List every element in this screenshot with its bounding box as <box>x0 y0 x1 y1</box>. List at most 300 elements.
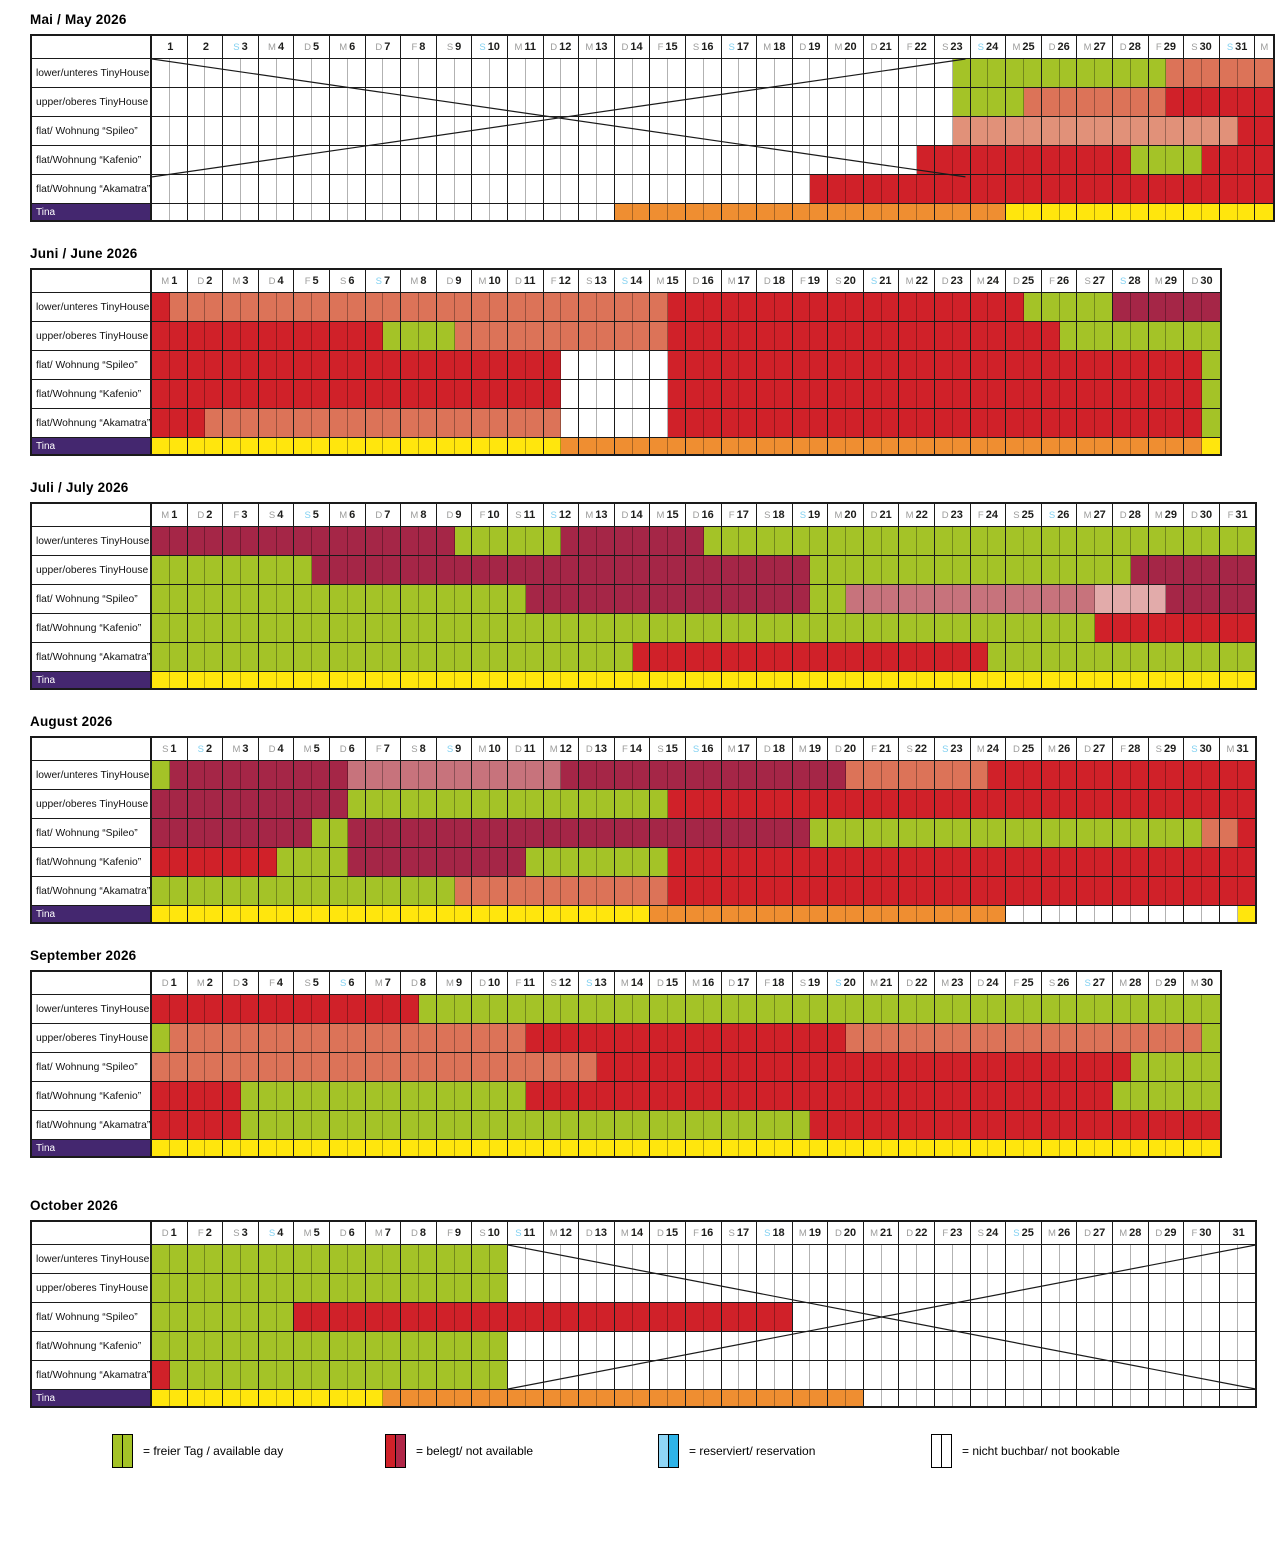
half-day-cell <box>152 761 170 789</box>
half-day-cell <box>1024 672 1042 688</box>
half-day-cell <box>1042 848 1060 876</box>
half-day-cell <box>455 1111 473 1139</box>
half-day-cell <box>277 527 295 555</box>
day-header-cell <box>864 972 900 994</box>
day-letter: D <box>375 509 383 521</box>
half-day-cell <box>615 146 633 174</box>
half-day-cell <box>1024 380 1042 408</box>
half-day-cell <box>1113 643 1131 671</box>
half-day-cell <box>1238 1303 1256 1331</box>
half-day-cell <box>882 1111 900 1139</box>
half-day-cell <box>597 614 615 642</box>
day-header-cell <box>437 738 473 760</box>
day-letter: S <box>870 275 878 287</box>
half-day-cell <box>846 204 864 220</box>
half-day-cell <box>1149 1332 1167 1360</box>
half-day-cell <box>739 438 757 454</box>
half-day-cell <box>1149 1053 1167 1081</box>
day-letter: S <box>1226 41 1234 53</box>
half-day-cell <box>544 1332 562 1360</box>
half-day-cell <box>953 1332 971 1360</box>
half-day-cell <box>1024 1053 1042 1081</box>
half-day-cell <box>615 672 633 688</box>
half-day-cell <box>917 906 935 922</box>
room-row <box>32 1024 1220 1053</box>
half-day-cell <box>757 643 775 671</box>
row-label: flat/ Wohnung “Spileo” <box>32 1053 152 1081</box>
half-day-cell <box>615 1024 633 1052</box>
day-number: 23 <box>950 41 963 53</box>
header-row <box>32 1222 1255 1245</box>
half-day-cell <box>1113 1390 1131 1406</box>
day-number: 19 <box>808 509 821 521</box>
half-day-cell <box>152 1140 170 1156</box>
half-day-cell <box>152 88 170 116</box>
half-day-cell <box>704 380 722 408</box>
half-day-cell <box>259 351 277 379</box>
half-day-cell <box>1006 1082 1024 1110</box>
day-number: 3 <box>242 743 249 755</box>
day-letter: F <box>799 275 806 287</box>
half-day-cell <box>348 1274 366 1302</box>
half-day-cell <box>633 1303 651 1331</box>
day-header-cell <box>1184 36 1220 58</box>
half-day-cell <box>561 204 579 220</box>
half-day-cell <box>1238 848 1256 876</box>
day-header-cell <box>615 1222 651 1244</box>
half-day-cell <box>1024 556 1042 584</box>
half-day-cell <box>722 1245 740 1273</box>
half-day-cell <box>579 146 597 174</box>
half-day-cell <box>1113 614 1131 642</box>
half-day-cell <box>917 146 935 174</box>
half-day-cell <box>828 1082 846 1110</box>
half-day-cell <box>1113 175 1131 203</box>
half-day-cell <box>686 1053 704 1081</box>
legend-swatch <box>112 1434 133 1468</box>
half-day-cell <box>455 204 473 220</box>
half-day-cell <box>722 175 740 203</box>
half-day-cell <box>722 585 740 613</box>
half-day-cell <box>401 380 419 408</box>
half-day-cell <box>793 1245 811 1273</box>
half-day-cell <box>348 380 366 408</box>
half-day-cell <box>223 1390 241 1406</box>
half-day-cell <box>739 351 757 379</box>
half-day-cell <box>330 819 348 847</box>
half-day-cell <box>241 1053 259 1081</box>
day-header-cell <box>757 1222 793 1244</box>
day-header-cell <box>330 1222 366 1244</box>
half-day-cell <box>294 380 312 408</box>
half-day-cell <box>864 761 882 789</box>
half-day-cell <box>1238 1274 1256 1302</box>
half-day-cell <box>1202 585 1220 613</box>
half-day-cell <box>223 59 241 87</box>
half-day-cell <box>277 585 295 613</box>
half-day-cell <box>312 146 330 174</box>
half-day-cell <box>401 1274 419 1302</box>
day-header-cell <box>935 36 971 58</box>
half-day-cell <box>401 1111 419 1139</box>
day-letter: D <box>514 743 522 755</box>
day-number: 20 <box>844 509 857 521</box>
half-day-cell <box>152 1274 170 1302</box>
half-day-cell <box>348 643 366 671</box>
day-number: 16 <box>701 743 714 755</box>
half-day-cell <box>988 1303 1006 1331</box>
half-day-cell <box>437 527 455 555</box>
half-day-cell <box>917 556 935 584</box>
half-day-cell <box>1131 1332 1149 1360</box>
day-number: 12 <box>559 743 572 755</box>
half-day-cell <box>846 1274 864 1302</box>
half-day-cell <box>579 409 597 437</box>
half-day-cell <box>472 556 490 584</box>
day-header-cell <box>1220 1222 1256 1244</box>
half-day-cell <box>330 527 348 555</box>
half-day-cell <box>1060 585 1078 613</box>
half-day-cell <box>241 380 259 408</box>
half-day-cell <box>633 614 651 642</box>
day-letter: D <box>728 977 736 989</box>
half-day-cell <box>1166 1140 1184 1156</box>
half-day-cell <box>330 322 348 350</box>
half-day-cell <box>650 204 668 220</box>
half-day-cell <box>1149 1274 1167 1302</box>
day-header-cell <box>971 1222 1007 1244</box>
day-letter: D <box>763 743 771 755</box>
half-day-cell <box>846 819 864 847</box>
half-day-cell <box>757 1332 775 1360</box>
half-day-cell <box>152 117 170 145</box>
day-header-cell <box>366 738 402 760</box>
half-day-cell <box>757 1053 775 1081</box>
half-day-cell <box>1166 293 1184 321</box>
half-day-cell <box>526 848 544 876</box>
half-day-cell <box>1220 88 1238 116</box>
half-day-cell <box>544 1053 562 1081</box>
half-day-cell <box>668 1053 686 1081</box>
month-table <box>30 970 1222 1158</box>
day-letter: D <box>410 977 418 989</box>
half-day-cell <box>437 1303 455 1331</box>
half-day-cell <box>988 146 1006 174</box>
half-day-cell <box>188 527 206 555</box>
half-day-cell <box>988 790 1006 818</box>
half-day-cell <box>259 877 277 905</box>
half-day-cell <box>882 790 900 818</box>
legend-label: = freier Tag / available day <box>143 1444 284 1458</box>
day-number: 18 <box>772 275 785 287</box>
half-day-cell <box>205 906 223 922</box>
half-day-cell <box>633 322 651 350</box>
day-letter: S <box>1191 41 1198 53</box>
half-day-cell <box>935 995 953 1023</box>
day-header-cell <box>508 270 544 292</box>
half-day-cell <box>1113 1361 1131 1389</box>
day-letter: M <box>870 1227 878 1239</box>
day-number: 13 <box>594 743 607 755</box>
day-number: 9 <box>455 977 463 989</box>
half-day-cell <box>1113 380 1131 408</box>
half-day-cell <box>1060 761 1078 789</box>
half-day-cell <box>1042 877 1060 905</box>
half-day-cell <box>312 614 330 642</box>
half-day-cell <box>917 117 935 145</box>
half-day-cell <box>277 819 295 847</box>
half-day-cell <box>1024 293 1042 321</box>
half-day-cell <box>1095 761 1113 789</box>
half-day-cell <box>775 1303 793 1331</box>
day-number: 25 <box>1021 977 1034 989</box>
half-day-cell <box>348 117 366 145</box>
day-header-cell <box>1042 738 1078 760</box>
day-header-cell <box>330 738 366 760</box>
half-day-cell <box>170 1082 188 1110</box>
half-day-cell <box>419 906 437 922</box>
day-header-cell <box>188 738 224 760</box>
day-number: 4 <box>277 275 284 287</box>
half-day-cell <box>757 204 775 220</box>
half-day-cell <box>1202 848 1220 876</box>
half-day-cell <box>775 643 793 671</box>
half-day-cell <box>170 556 188 584</box>
half-day-cell <box>437 1024 455 1052</box>
half-day-cell <box>330 59 348 87</box>
half-day-cell <box>953 585 971 613</box>
half-day-cell <box>1095 409 1113 437</box>
half-day-cell <box>383 1390 401 1406</box>
half-day-cell <box>971 848 989 876</box>
half-day-cell <box>152 380 170 408</box>
half-day-cell <box>241 527 259 555</box>
day-number: 21 <box>879 275 892 287</box>
half-day-cell <box>472 1390 490 1406</box>
half-day-cell <box>810 438 828 454</box>
half-day-cell <box>810 1245 828 1273</box>
half-day-cell <box>864 204 882 220</box>
half-day-cell <box>935 1053 953 1081</box>
half-day-cell <box>348 556 366 584</box>
half-day-cell <box>864 438 882 454</box>
half-day-cell <box>757 1390 775 1406</box>
half-day-cell <box>294 1245 312 1273</box>
half-day-cell <box>1113 672 1131 688</box>
half-day-cell <box>899 995 917 1023</box>
half-day-cell <box>810 204 828 220</box>
half-day-cell <box>917 1111 935 1139</box>
half-day-cell <box>205 380 223 408</box>
half-day-cell <box>846 877 864 905</box>
half-day-cell <box>810 672 828 688</box>
day-letter: S <box>268 509 276 521</box>
half-day-cell <box>704 1245 722 1273</box>
half-day-cell <box>1131 293 1149 321</box>
half-day-cell <box>1024 88 1042 116</box>
half-day-cell <box>864 409 882 437</box>
half-day-cell <box>1024 614 1042 642</box>
half-day-cell <box>935 1361 953 1389</box>
half-day-cell <box>544 146 562 174</box>
half-day-cell <box>1166 761 1184 789</box>
half-day-cell <box>1131 819 1149 847</box>
half-day-cell <box>686 1082 704 1110</box>
half-day-cell <box>1220 1332 1238 1360</box>
half-day-cell <box>650 585 668 613</box>
half-day-cell <box>739 585 757 613</box>
day-header-cell <box>864 270 900 292</box>
half-day-cell <box>953 438 971 454</box>
day-number: 7 <box>384 41 391 53</box>
half-day-cell <box>668 380 686 408</box>
half-day-cell <box>775 1361 793 1389</box>
half-day-cell <box>1149 527 1167 555</box>
day-letter: D <box>941 275 949 287</box>
half-day-cell <box>437 322 455 350</box>
half-day-cell <box>1166 1390 1184 1406</box>
day-letter: M <box>446 977 454 989</box>
day-number: 24 <box>986 977 999 989</box>
half-day-cell <box>597 527 615 555</box>
half-day-cell <box>1184 1245 1202 1273</box>
half-day-cell <box>579 643 597 671</box>
half-day-cell <box>1060 175 1078 203</box>
half-day-cell <box>366 848 384 876</box>
half-day-cell <box>455 1332 473 1360</box>
half-day-cell <box>1024 1332 1042 1360</box>
half-day-cell <box>775 877 793 905</box>
half-day-cell <box>1042 527 1060 555</box>
half-day-cell <box>508 1245 526 1273</box>
day-letter: D <box>585 1227 593 1239</box>
half-day-cell <box>722 88 740 116</box>
months-container <box>30 12 1280 1408</box>
half-day-cell <box>864 643 882 671</box>
day-number: 14 <box>630 41 643 53</box>
half-day-cell <box>312 672 330 688</box>
day-header-cell <box>579 972 615 994</box>
room-row <box>32 322 1220 351</box>
half-day-cell <box>294 175 312 203</box>
day-header-cell <box>508 36 544 58</box>
day-number: 28 <box>1128 743 1141 755</box>
day-letter: M <box>763 41 772 53</box>
half-day-cell <box>437 1390 455 1406</box>
half-day-cell <box>1042 438 1060 454</box>
half-day-cell <box>615 1390 633 1406</box>
day-header-cell <box>793 738 829 760</box>
half-day-cell <box>793 293 811 321</box>
half-day-cell <box>899 1361 917 1389</box>
half-day-cell <box>1006 672 1024 688</box>
day-letter: S <box>515 1227 522 1239</box>
half-day-cell <box>1184 1024 1202 1052</box>
half-day-cell <box>757 380 775 408</box>
half-day-cell <box>615 1303 633 1331</box>
half-day-cell <box>508 995 526 1023</box>
day-letter: S <box>375 275 382 287</box>
half-day-cell <box>1113 877 1131 905</box>
half-day-cell <box>437 819 455 847</box>
half-day-cell <box>686 906 704 922</box>
half-day-cell <box>330 1303 348 1331</box>
half-day-cell <box>1095 1111 1113 1139</box>
day-letter: D <box>657 977 664 989</box>
half-day-cell <box>1113 1082 1131 1110</box>
half-day-cell <box>1095 117 1113 145</box>
half-day-cell <box>899 1274 917 1302</box>
half-day-cell <box>810 59 828 87</box>
day-number: 22 <box>915 509 928 521</box>
half-day-cell <box>686 819 704 847</box>
half-day-cell <box>223 556 241 584</box>
half-day-cell <box>401 906 419 922</box>
half-day-cell <box>170 761 188 789</box>
half-day-cell <box>633 117 651 145</box>
day-number: 17 <box>737 743 750 755</box>
half-day-cell <box>1131 88 1149 116</box>
half-day-cell <box>526 293 544 321</box>
half-day-cell <box>775 1024 793 1052</box>
day-number: 11 <box>523 509 536 521</box>
half-day-cell <box>508 527 526 555</box>
half-day-cell <box>1238 204 1256 220</box>
day-header-cell <box>223 36 259 58</box>
half-day-cell <box>1095 1245 1113 1273</box>
half-day-cell <box>188 819 206 847</box>
half-day-cell <box>526 175 544 203</box>
half-day-cell <box>882 59 900 87</box>
half-day-cell <box>917 322 935 350</box>
half-day-cell <box>615 322 633 350</box>
half-day-cell <box>383 877 401 905</box>
row-label: upper/oberes TinyHouse <box>32 1274 152 1302</box>
half-day-cell <box>810 848 828 876</box>
day-header-cell <box>508 504 544 526</box>
half-day-cell <box>1166 175 1184 203</box>
day-number: 11 <box>523 275 536 287</box>
half-day-cell <box>188 877 206 905</box>
day-letter: F <box>764 977 771 989</box>
half-day-cell <box>1024 322 1042 350</box>
half-day-cell <box>650 380 668 408</box>
half-day-cell <box>775 293 793 321</box>
half-day-cell <box>971 1111 989 1139</box>
half-day-cell <box>1095 819 1113 847</box>
half-day-cell <box>828 672 846 688</box>
half-day-cell <box>899 438 917 454</box>
half-day-cell <box>650 1024 668 1052</box>
half-day-cell <box>472 585 490 613</box>
half-day-cell <box>704 848 722 876</box>
header-spacer <box>32 738 152 760</box>
half-day-cell <box>472 1361 490 1389</box>
day-number: 16 <box>702 977 715 989</box>
half-day-cell <box>366 1111 384 1139</box>
half-day-cell <box>1024 175 1042 203</box>
row-label: flat/Wohnung “Kafenio” <box>32 614 152 642</box>
day-letter: S <box>586 275 593 287</box>
half-day-cell <box>650 527 668 555</box>
day-number: 12 <box>558 977 572 989</box>
half-day-cell <box>668 819 686 847</box>
half-day-cell <box>312 351 330 379</box>
day-number: 25 <box>1021 509 1034 521</box>
day-letter: M <box>585 41 594 53</box>
half-day-cell <box>205 643 223 671</box>
month-title: September 2026 <box>30 948 137 963</box>
